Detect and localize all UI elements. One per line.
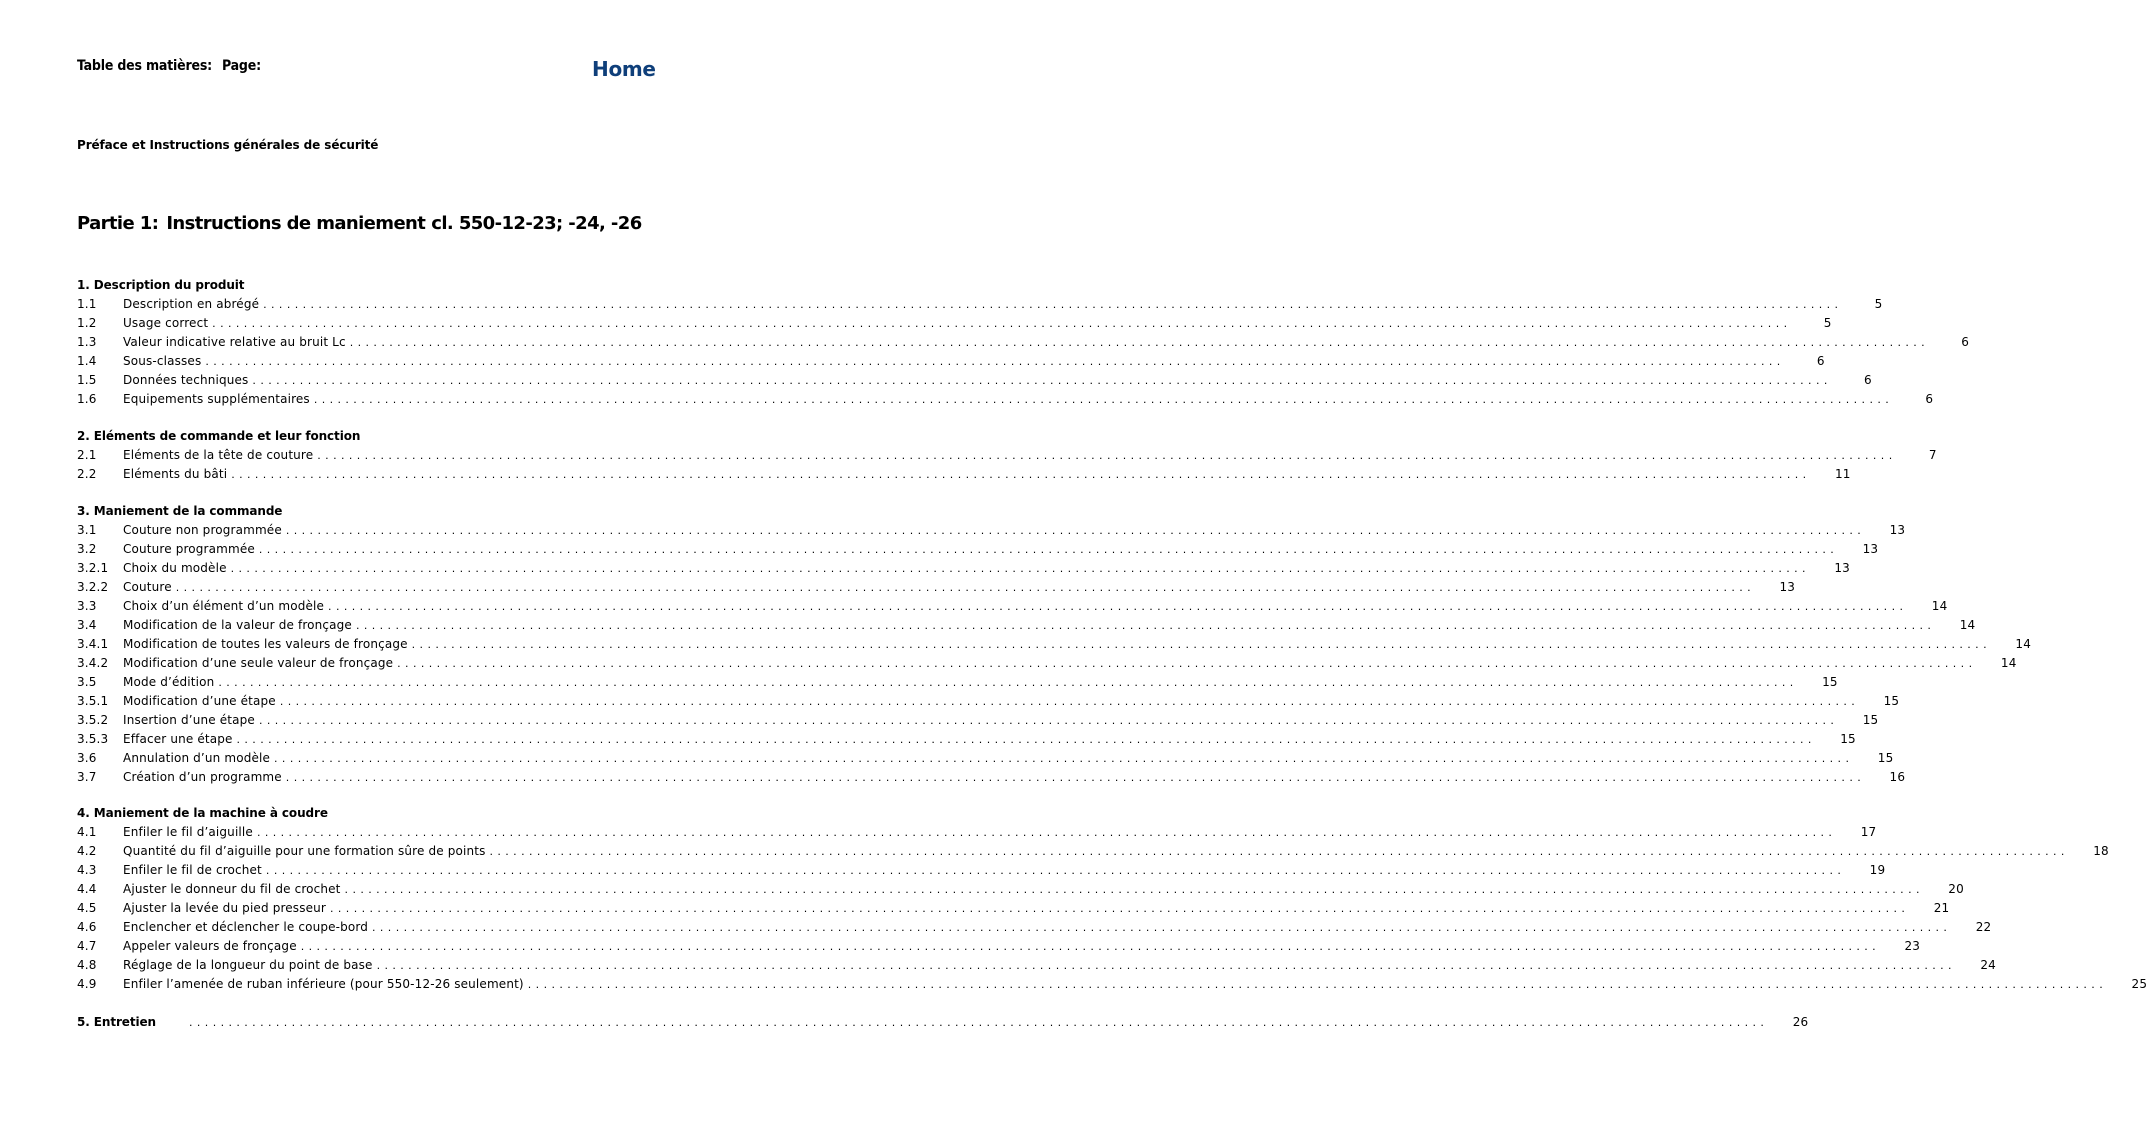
- dot-leader: ........................................................................................................................................................................................................: [527, 978, 2108, 991]
- entry-number: 3.5.2: [77, 713, 109, 727]
- dot-leader: ........................................................................................................................................................................................................: [175, 581, 1756, 594]
- part-title: [77, 213, 642, 234]
- entry-label: Modification d’une étape: [123, 694, 276, 708]
- entry-page: 7: [1928, 448, 1937, 462]
- entry-label: Choix d’un élément d’un modèle: [123, 599, 325, 613]
- toc-section-5: [77, 1013, 1809, 1032]
- entry-number: 3.6: [77, 751, 97, 765]
- entry-number: 4.1: [77, 825, 97, 839]
- entry-label: Création d’un programme: [123, 770, 282, 784]
- dot-leader: ........................................................................................................................................................................................................: [256, 826, 1837, 839]
- entry-number: 3.2.1: [77, 561, 109, 575]
- entry-page: 21: [1933, 901, 1950, 915]
- entry-page: 14: [2000, 656, 2017, 670]
- entry-page: 24: [1980, 958, 1996, 972]
- dot-leader: ........................................................................................................................................................................................................: [376, 959, 1956, 972]
- entry-label: Appeler valeurs de fronçage: [123, 939, 297, 953]
- entry-number: 1.5: [77, 373, 97, 387]
- entry-label: Couture: [123, 580, 172, 594]
- entry-label: Eléments du bâti: [123, 467, 228, 481]
- dot-leader: ........................................................................................................................................................................................................: [218, 676, 1798, 689]
- toc-entry[interactable]: [77, 975, 2147, 994]
- entry-label: Données techniques: [123, 373, 249, 387]
- entry-label: 5. Entretien: [77, 1015, 156, 1029]
- entry-label: Ajuster la levée du pied presseur: [123, 901, 326, 915]
- entry-label: Enclencher et déclencher le coupe-bord: [123, 920, 369, 934]
- dot-leader: ........................................................................................................................................................................................................: [300, 940, 1881, 953]
- entry-label: Ajuster le donneur du fil de crochet: [123, 882, 341, 896]
- entry-number: 1.2: [77, 316, 97, 330]
- entry-page: 26: [1792, 1015, 1809, 1029]
- toc-entry[interactable]: [77, 390, 1934, 409]
- toc-entry[interactable]: [77, 842, 2109, 861]
- entry-page: 15: [1883, 694, 1900, 708]
- entry-number: 4.2: [77, 844, 97, 858]
- entry-number: 4.8: [77, 958, 97, 972]
- toc-entry[interactable]: [77, 768, 1906, 787]
- toc-entry[interactable]: [77, 673, 1838, 692]
- entry-page: 19: [1869, 863, 1886, 877]
- entry-number: 3.7: [77, 770, 97, 784]
- entry-page: 15: [1840, 732, 1856, 746]
- part-name: Instructions de maniement: [166, 213, 426, 234]
- toc-entry[interactable]: [77, 521, 1906, 540]
- entry-page: 11: [1834, 467, 1851, 481]
- entry-label: Choix du modèle: [123, 561, 227, 575]
- toc-entry[interactable]: [77, 314, 1832, 333]
- entry-number: 3.2: [77, 542, 97, 556]
- section-title: 1. Description du produit: [77, 278, 245, 292]
- entry-number: 4.7: [77, 939, 97, 953]
- entry-number: 2.1: [77, 448, 97, 462]
- entry-label: Sous-classes: [123, 354, 202, 368]
- toc-entry[interactable]: [77, 711, 1879, 730]
- toc-entry[interactable]: [77, 597, 1948, 616]
- dot-leader: ........................................................................................................................................................................................................: [265, 864, 1846, 877]
- entry-page: 23: [1904, 939, 1921, 953]
- entry-label: Modification d’une seule valeur de fronçage: [123, 656, 394, 670]
- entry-number: 3.1: [77, 523, 97, 537]
- entry-page: 13: [1834, 561, 1850, 575]
- entry-number: 1.1: [77, 297, 97, 311]
- toc-entry[interactable]: [77, 956, 1996, 975]
- entry-label: Eléments de la tête de couture: [123, 448, 314, 462]
- entry-label: Modification de toutes les valeurs de fronçage: [123, 637, 408, 651]
- toc-entry[interactable]: [77, 635, 2031, 654]
- entry-number: 3.5.1: [77, 694, 109, 708]
- section-title: 3. Maniement de la commande: [77, 504, 283, 518]
- entry-page: 5: [1823, 316, 1832, 330]
- toc-section-3: [77, 502, 2031, 787]
- toc-entry[interactable]: [77, 352, 1825, 371]
- dot-leader: ........................................................................................................................................................................................................: [285, 771, 1866, 784]
- entry-number: 3.4.2: [77, 656, 109, 670]
- toc-section-4: [77, 804, 2147, 994]
- toc-entry[interactable]: [77, 295, 1883, 314]
- toc-label: Table des matières:: [77, 58, 212, 74]
- entry-label: Usage correct: [123, 316, 209, 330]
- entry-page: 5: [1874, 297, 1883, 311]
- entry-number: 4.5: [77, 901, 97, 915]
- home-link[interactable]: Home: [592, 57, 656, 81]
- entry-number: 3.5.3: [77, 732, 109, 746]
- toc-entry[interactable]: [77, 616, 1976, 635]
- entry-page: 15: [1822, 675, 1838, 689]
- entry-page: 20: [1948, 882, 1964, 896]
- dot-leader: ........................................................................................................................................................................................................: [313, 393, 1894, 406]
- toc-entry[interactable]: [77, 937, 1921, 956]
- toc-entry[interactable]: [77, 918, 1992, 937]
- toc-entry[interactable]: [77, 559, 1850, 578]
- dot-leader: ........................................................................................................................................................................................................: [355, 619, 1936, 632]
- entry-label: Quantité du fil d’aiguille pour une formation sûre de points: [123, 844, 486, 858]
- entry-page: 13: [1779, 580, 1796, 594]
- toc-entry-entretien[interactable]: [77, 1013, 1809, 1032]
- entry-label: Modification de la valeur de fronçage: [123, 618, 352, 632]
- entry-label: Enfiler le fil d’aiguille: [123, 825, 253, 839]
- entry-page: 25: [2131, 977, 2147, 991]
- part-model: cl. 550-12-23; -24, -26: [431, 213, 642, 234]
- preface-heading: Préface et Instructions générales de sécurité: [77, 138, 379, 152]
- entry-page: 6: [1816, 354, 1825, 368]
- entry-number: 1.6: [77, 392, 97, 406]
- entry-label: Equipements supplémentaires: [123, 392, 310, 406]
- entry-page: 13: [1862, 542, 1879, 556]
- toc-entry[interactable]: [77, 540, 1879, 559]
- toc-entry[interactable]: [77, 823, 1877, 842]
- entry-page: 14: [1931, 599, 1948, 613]
- entry-label: Insertion d’une étape: [123, 713, 255, 727]
- entry-label: Couture non programmée: [123, 523, 282, 537]
- toc-entry[interactable]: [77, 692, 1900, 711]
- entry-page: 14: [1959, 618, 1976, 632]
- entry-number: 3.5: [77, 675, 97, 689]
- toc-entry[interactable]: [77, 861, 1886, 880]
- toc-header: [77, 58, 261, 74]
- entry-number: 1.4: [77, 354, 97, 368]
- dot-leader: ........................................................................................................................................................................................................: [285, 524, 1866, 537]
- entry-number: 3.3: [77, 599, 97, 613]
- toc-entry[interactable]: [77, 371, 1872, 390]
- dot-leader: ........................................................................................................................................................................................................: [230, 562, 1810, 575]
- entry-page: 14: [2015, 637, 2031, 651]
- dot-leader: ........................................................................................................................................................................................................: [349, 336, 1930, 349]
- dot-leader: ........................................................................................................................................................................................................: [372, 921, 1952, 934]
- dot-leader: ........................................................................................................................................................................................................: [258, 714, 1839, 727]
- entry-number: 3.4: [77, 618, 97, 632]
- entry-number: 3.2.2: [77, 580, 109, 594]
- toc-section-1: [77, 276, 1970, 409]
- entry-label: Effacer une étape: [123, 732, 233, 746]
- entry-number: 3.4.1: [77, 637, 109, 651]
- entry-page: 13: [1889, 523, 1906, 537]
- entry-number: 1.3: [77, 335, 97, 349]
- dot-leader: ........................................................................................................................................................................................................: [344, 883, 1924, 896]
- entry-page: 18: [2093, 844, 2109, 858]
- dot-leader: ........................................................................................................................................................................................................: [205, 355, 1785, 368]
- entry-number: 2.2: [77, 467, 97, 481]
- dot-leader: ........................................................................................................................................................................................................: [189, 1016, 1769, 1029]
- toc-entry[interactable]: [77, 880, 1964, 899]
- entry-page: 6: [1863, 373, 1872, 387]
- entry-label: Annulation d’un modèle: [123, 751, 271, 765]
- dot-leader: ........................................................................................................................................................................................................: [317, 449, 1897, 462]
- dot-leader: ........................................................................................................................................................................................................: [328, 600, 1908, 613]
- entry-number: 4.9: [77, 977, 97, 991]
- page-label: Page:: [221, 58, 261, 74]
- entry-page: 17: [1860, 825, 1877, 839]
- dot-leader: ........................................................................................................................................................................................................: [274, 752, 1854, 765]
- part-label: Partie 1:: [77, 213, 159, 234]
- toc-entry[interactable]: [77, 333, 1970, 352]
- entry-label: Valeur indicative relative au bruit Lc: [123, 335, 346, 349]
- dot-leader: ........................................................................................................................................................................................................: [411, 638, 1991, 651]
- entry-label: Enfiler le fil de crochet: [123, 863, 262, 877]
- toc-section-2: [77, 427, 1937, 484]
- entry-label: Couture programmée: [123, 542, 255, 556]
- dot-leader: ........................................................................................................................................................................................................: [236, 733, 1816, 746]
- dot-leader: ........................................................................................................................................................................................................: [252, 374, 1832, 387]
- entry-label: Réglage de la longueur du point de base: [123, 958, 373, 972]
- entry-page: 15: [1877, 751, 1894, 765]
- entry-label: Description en abrégé: [123, 297, 260, 311]
- section-title: 2. Eléments de commande et leur fonction: [77, 429, 361, 443]
- toc-entry[interactable]: [77, 730, 1856, 749]
- toc-entry[interactable]: [77, 899, 1950, 918]
- dot-leader: ........................................................................................................................................................................................................: [279, 695, 1860, 708]
- entry-page: 22: [1975, 920, 1992, 934]
- dot-leader: ........................................................................................................................................................................................................: [397, 657, 1977, 670]
- toc-entry[interactable]: [77, 654, 2017, 673]
- toc-entry[interactable]: [77, 749, 1894, 768]
- toc-entry[interactable]: [77, 465, 1851, 484]
- dot-leader: ........................................................................................................................................................................................................: [330, 902, 1910, 915]
- toc-entry[interactable]: [77, 578, 1796, 597]
- section-title: 4. Maniement de la machine à coudre: [77, 806, 328, 820]
- entry-page: 15: [1862, 713, 1879, 727]
- entry-number: 4.6: [77, 920, 97, 934]
- entry-page: 6: [1925, 392, 1934, 406]
- dot-leader: ........................................................................................................................................................................................................: [231, 468, 1811, 481]
- entry-page: 6: [1961, 335, 1970, 349]
- dot-leader: ........................................................................................................................................................................................................: [263, 298, 1843, 311]
- entry-page: 16: [1889, 770, 1906, 784]
- dot-leader: ........................................................................................................................................................................................................: [212, 317, 1792, 330]
- entry-number: 4.3: [77, 863, 97, 877]
- dot-leader: ........................................................................................................................................................................................................: [258, 543, 1839, 556]
- dot-leader: ........................................................................................................................................................................................................: [489, 845, 2069, 858]
- toc-entry[interactable]: [77, 446, 1937, 465]
- entry-label: Mode d’édition: [123, 675, 215, 689]
- entry-label: Enfiler l’amenée de ruban inférieure (pour 550-12-26 seulement): [123, 977, 524, 991]
- entry-number: 4.4: [77, 882, 97, 896]
